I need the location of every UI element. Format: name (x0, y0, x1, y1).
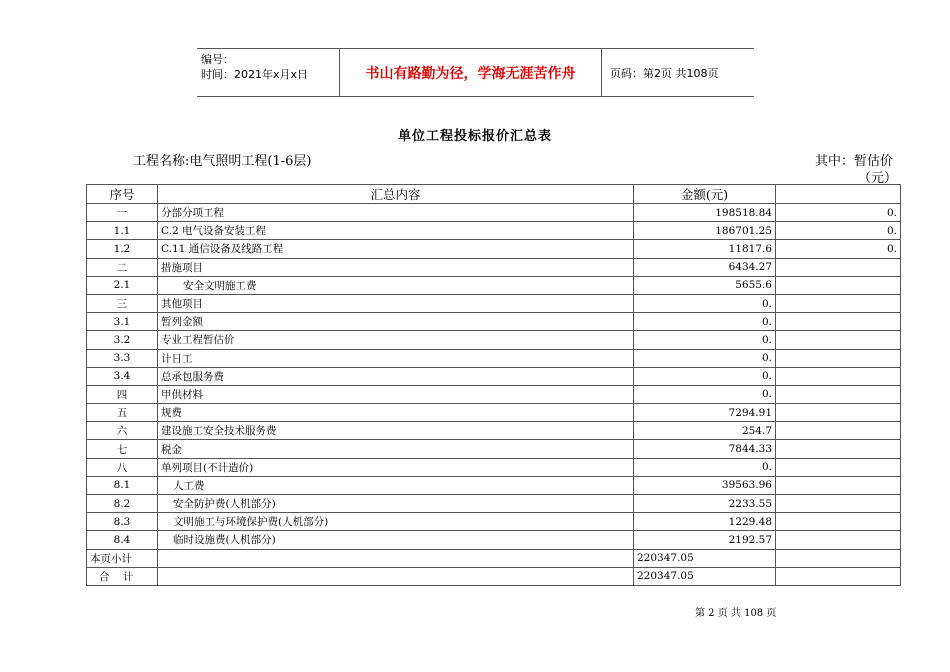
code-label: 编号： (201, 53, 234, 66)
row-amount: 39563.96 (634, 476, 776, 494)
row-amount: 0. (634, 331, 776, 349)
row-provisional (776, 294, 901, 312)
total-content (158, 567, 634, 585)
row-seq: 四 (87, 385, 158, 403)
row-seq: 三 (87, 294, 158, 312)
table-row (87, 495, 901, 513)
row-content: 人工费 (158, 476, 634, 494)
table-header-row (87, 185, 901, 204)
table-row (87, 313, 901, 331)
document-title: 单位工程投标报价汇总表 (397, 129, 552, 144)
row-content: 建设施工安全技术服务费 (158, 422, 634, 440)
row-provisional (776, 476, 901, 494)
motto: 书山有路勤为径，学海无涯苦作舟 (340, 49, 602, 96)
row-seq: 3.2 (87, 331, 158, 349)
row-content: 措施项目 (158, 258, 634, 276)
table-row (87, 458, 901, 476)
row-content: 税金 (158, 440, 634, 458)
total-amount: 220347.05 (634, 567, 776, 585)
total-label: 合 计 (87, 567, 158, 585)
row-provisional (776, 258, 901, 276)
table-row (87, 385, 901, 403)
table-row (87, 331, 901, 349)
row-provisional (776, 531, 901, 549)
row-seq: 五 (87, 404, 158, 422)
row-amount: 6434.27 (634, 258, 776, 276)
table-row (87, 258, 901, 276)
total-row (87, 567, 901, 585)
row-content: 规费 (158, 404, 634, 422)
table-row (87, 531, 901, 549)
row-seq: 8.4 (87, 531, 158, 549)
row-content: 分部分项工程 (158, 204, 634, 222)
table-row (87, 276, 901, 294)
table-row (87, 240, 901, 258)
row-provisional: 0. (776, 204, 901, 222)
table-row (87, 349, 901, 367)
row-amount: 5655.6 (634, 276, 776, 294)
column-header-seq: 序号 (87, 185, 158, 204)
row-seq: 七 (87, 440, 158, 458)
column-header-amount: 金额(元) (634, 185, 776, 204)
row-amount: 254.7 (634, 422, 776, 440)
row-amount: 11817.6 (634, 240, 776, 258)
unit-label: （元） (858, 171, 898, 186)
row-provisional (776, 367, 901, 385)
row-content: 单列项目(不计造价) (158, 458, 634, 476)
row-amount: 198518.84 (634, 204, 776, 222)
provisional-label: 其中：暂估价 (815, 154, 894, 169)
table-row (87, 294, 901, 312)
project-name: 工程名称:电气照明工程(1-6层) (133, 154, 312, 169)
table-row (87, 367, 901, 385)
row-amount: 0. (634, 458, 776, 476)
row-provisional (776, 422, 901, 440)
row-content: 文明施工与环境保护费(人机部分) (158, 513, 634, 531)
row-content: C.11 通信设备及线路工程 (158, 240, 634, 258)
row-amount: 2192.57 (634, 531, 776, 549)
time-label: 时间：2021年x月x日 (201, 68, 309, 81)
subtotal-amount: 220347.05 (634, 549, 776, 567)
row-provisional (776, 458, 901, 476)
row-seq: 六 (87, 422, 158, 440)
subtotal-row (87, 549, 901, 567)
row-seq: 2.1 (87, 276, 158, 294)
row-amount: 0. (634, 349, 776, 367)
row-amount: 0. (634, 367, 776, 385)
table-row (87, 440, 901, 458)
row-seq: 3.4 (87, 367, 158, 385)
row-amount: 0. (634, 294, 776, 312)
row-provisional (776, 276, 901, 294)
subtotal-content (158, 549, 634, 567)
row-provisional (776, 495, 901, 513)
row-content: 其他项目 (158, 294, 634, 312)
table-row (87, 222, 901, 240)
page-footer: 第 2 页 共 108 页 (695, 608, 777, 619)
row-content: C.2 电气设备安装工程 (158, 222, 634, 240)
table-row (87, 513, 901, 531)
row-content: 总承包服务费 (158, 367, 634, 385)
row-seq: 1.1 (87, 222, 158, 240)
column-header-content: 汇总内容 (158, 185, 634, 204)
row-amount: 1229.48 (634, 513, 776, 531)
summary-table (86, 184, 901, 586)
row-amount: 0. (634, 385, 776, 403)
row-seq: 八 (87, 458, 158, 476)
row-amount: 2233.55 (634, 495, 776, 513)
row-content: 暂列金额 (158, 313, 634, 331)
header-info (197, 49, 340, 96)
row-amount: 7844.33 (634, 440, 776, 458)
row-content: 专业工程暂估价 (158, 331, 634, 349)
row-seq: 一 (87, 204, 158, 222)
row-content: 临时设施费(人机部分) (158, 531, 634, 549)
row-seq: 3.1 (87, 313, 158, 331)
row-seq: 8.2 (87, 495, 158, 513)
row-content: 安全防护费(人机部分) (158, 495, 634, 513)
row-provisional (776, 313, 901, 331)
page-number-label: 页码：第2页 共108页 (610, 66, 719, 80)
table-row (87, 476, 901, 494)
table-row (87, 422, 901, 440)
row-seq: 二 (87, 258, 158, 276)
row-provisional: 0. (776, 240, 901, 258)
subtotal-label: 本页小计 (87, 549, 158, 567)
row-provisional (776, 331, 901, 349)
table-row (87, 404, 901, 422)
row-content: 计日工 (158, 349, 634, 367)
total-provisional (776, 567, 901, 585)
table-row (87, 204, 901, 222)
row-amount: 0. (634, 313, 776, 331)
row-amount: 186701.25 (634, 222, 776, 240)
row-provisional (776, 349, 901, 367)
row-amount: 7294.91 (634, 404, 776, 422)
row-provisional (776, 513, 901, 531)
row-seq: 8.1 (87, 476, 158, 494)
row-content: 安全文明施工费 (158, 276, 634, 294)
row-provisional (776, 404, 901, 422)
row-seq: 3.3 (87, 349, 158, 367)
column-header-provisional (776, 185, 901, 204)
row-provisional (776, 385, 901, 403)
subtotal-provisional (776, 549, 901, 567)
row-content: 甲供材料 (158, 385, 634, 403)
row-provisional: 0. (776, 222, 901, 240)
row-provisional (776, 440, 901, 458)
page-header (197, 48, 754, 97)
row-seq: 8.3 (87, 513, 158, 531)
row-seq: 1.2 (87, 240, 158, 258)
